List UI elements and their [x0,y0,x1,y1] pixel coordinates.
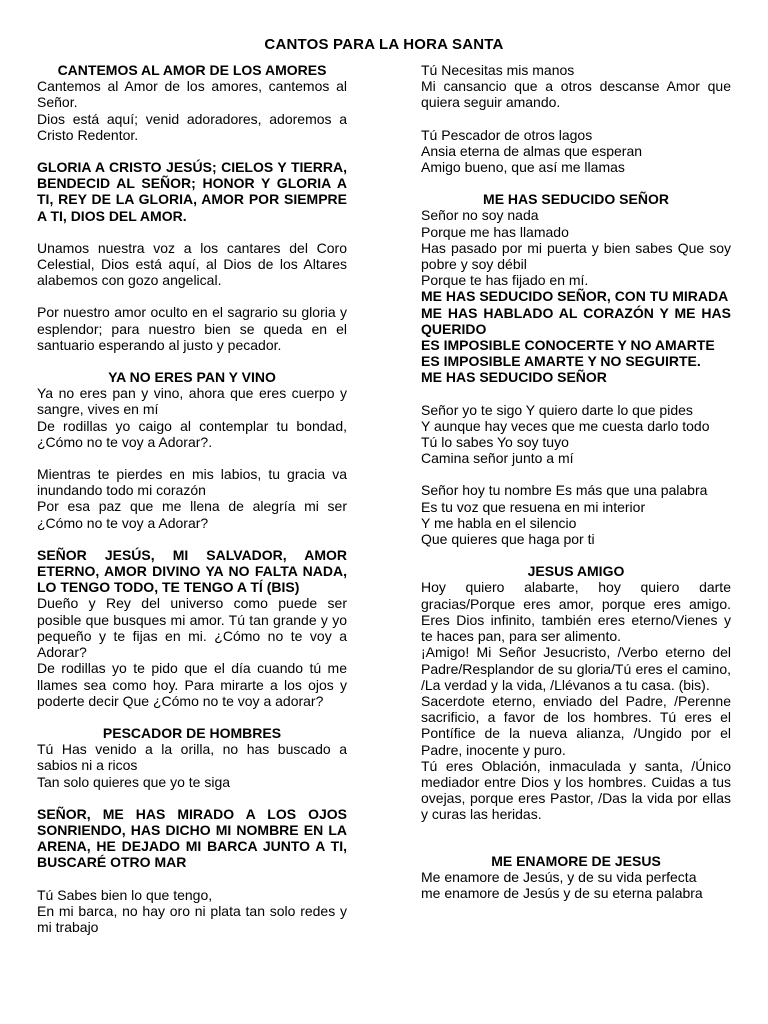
chorus-text: SEÑOR JESÚS, MI SALVADOR, AMOR ETERNO, AMOR DIVINO YA NO FALTA NADA, LO TENGO TODO, TE TENGO A TÍ (BIS) [37,546,347,596]
song-heading-me-has-seducido: ME HAS SEDUCIDO SEÑOR [483,191,669,208]
verse-text: Y me habla en el silencio [421,514,577,531]
chorus-text: ES IMPOSIBLE CONOCERTE Y NO AMARTE [421,337,715,354]
verse-text: ¡Amigo! Mi Señor Jesucristo, /Verbo eterno del Padre/Resplandor de su gloria/Tú eres el camino, /La verdad y la vida, /Llévanos a tu casa. (bis). [421,644,731,693]
verse-text: De rodillas yo caigo al contemplar tu bondad, ¿Cómo no te voy a Adorar?. [37,417,347,450]
verse-text: Tú eres Oblación, inmaculada y santa, /Único mediador entre Dios y los hombres. Cuidas a tus ovejas, porque eres Pastor, /Das la vida por ellas y curas las heridas. [421,757,731,823]
verse-text: Porque me has llamado [421,223,569,240]
verse-text: Señor hoy tu nombre Es más que una palabra [421,482,708,499]
verse-text: Hoy quiero alabarte, hoy quiero darte gracias/Porque eres amor, porque eres amigo. Eres Dios infinito, también eres eterno/Vienes y te haces pan, para ser alimento. [421,579,731,645]
chorus-text: ES IMPOSIBLE AMARTE Y NO SEGUIRTE. [421,353,701,370]
verse-text: Tú lo sabes Yo soy tuyo [421,434,569,451]
right-column [421,62,731,901]
verse-text: Cantemos al Amor de los amores, cantemos al Señor. [37,78,347,111]
song-heading-jesus-amigo: JESUS AMIGO [527,563,625,580]
verse-text: Tú Necesitas mis manos [421,62,575,78]
verse-text: Es tu voz que resuena en mi interior [421,498,646,515]
verse-text: Camina señor junto a mí [421,450,574,467]
left-column [37,62,347,935]
verse-text: Mi cansancio que a otros descanse Amor que quiera seguir amando. [421,78,731,111]
verse-text: Porque te has fijado en mí. [421,272,589,289]
verse-text: Has pasado por mi puerta y bien sabes Que soy pobre y soy débil [421,239,731,273]
song-heading-me-enamore: ME ENAMORE DE JESUS [491,852,661,869]
verse-text: Tú Pescador de otros lagos [421,126,593,143]
verse-text: Señor no soy nada [421,207,539,224]
verse-text: Por nuestro amor oculto en el sagrario su gloria y esplendor; para nuestro bien se queda en el santuario esperando al justo y pecador. [37,304,347,353]
verse-text: Dios está aquí; venid adoradores, adoremos a Cristo Redentor. [37,110,347,143]
verse-text: Tan solo quieres que yo te siga [37,773,231,790]
verse-text: Ansia eterna de almas que esperan [421,142,643,159]
verse-text: De rodillas yo te pido que el día cuando tú me llames sea como hoy. Para mirarte a los ojos y poderte decir Que ¿Cómo no te voy a adorar? [37,660,347,709]
verse-text: Dueño y Rey del universo como puede ser posible que busques mi amor. Tú tan grande y yo pequeño y te fijas en mi. ¿Cómo no te voy a Adorar? [37,595,347,661]
verse-text: Señor yo te sigo Y quiero darte lo que pides [421,401,693,418]
song-heading-ya-no-eres: YA NO ERES PAN Y VINO [108,369,276,386]
verse-text: Que quieres que haga por ti [421,531,595,548]
verse-text: Ya no eres pan y vino, ahora que eres cuerpo y sangre, vives en mí [37,385,347,418]
chorus-text: ME HAS SEDUCIDO SEÑOR, CON TU MIRADA [421,288,729,305]
page-title: CANTOS PARA LA HORA SANTA [264,36,504,53]
verse-text: Y aunque hay veces que me cuesta darlo todo [421,417,710,434]
verse-text: Mientras te pierdes en mis labios, tu gracia va inundando todo mi corazón [37,466,347,499]
chorus-text: ME HAS SEDUCIDO SEÑOR [421,369,607,386]
chorus-text: GLORIA A CRISTO JESÚS; CIELOS Y TIERRA, BENDECID AL SEÑOR; HONOR Y GLORIA A TI, REY DE LA GLORIA, AMOR POR SIEMPRE A TI, DIOS DEL AMOR. [37,159,347,224]
song-heading-cantemos: CANTEMOS AL AMOR DE LOS AMORES [57,62,327,78]
song-heading-pescador: PESCADOR DE HOMBRES [102,724,282,741]
verse-text: Unamos nuestra voz a los cantares del Coro Celestial, Dios está aquí, al Dios de los Altares alabemos con gozo angelical. [37,239,347,289]
verse-text: Sacerdote eterno, enviado del Padre, /Perenne sacrificio, a favor de los hombres. Tú eres el Pontífice de la nueva alianza, /Ungido por el Padre, inocente y puro. [421,692,731,758]
verse-text: Tú Has venido a la orilla, no has buscado a sabios ni a ricos [37,741,347,774]
verse-text: Por esa paz que me llena de alegría mi ser ¿Cómo no te voy a Adorar? [37,498,347,531]
verse-text: Amigo bueno, que así me llamas [421,159,625,176]
verse-text: Me enamore de Jesús, y de su vida perfecta [421,868,697,885]
verse-text: me enamore de Jesús y de su eterna palabra [421,884,703,901]
chorus-text: SEÑOR, ME HAS MIRADO A LOS OJOS SONRIENDO, HAS DICHO MI NOMBRE EN LA ARENA, HE DEJADO MI BARCA JUNTO A TI, BUSCARÉ OTRO MAR [37,805,347,871]
verse-text: Tú Sabes bien lo que tengo, [37,886,213,903]
verse-text: En mi barca, no hay oro ni plata tan solo redes y mi trabajo [37,902,347,935]
chorus-text: ME HAS HABLADO AL CORAZÓN Y ME HAS QUERIDO [421,304,731,337]
